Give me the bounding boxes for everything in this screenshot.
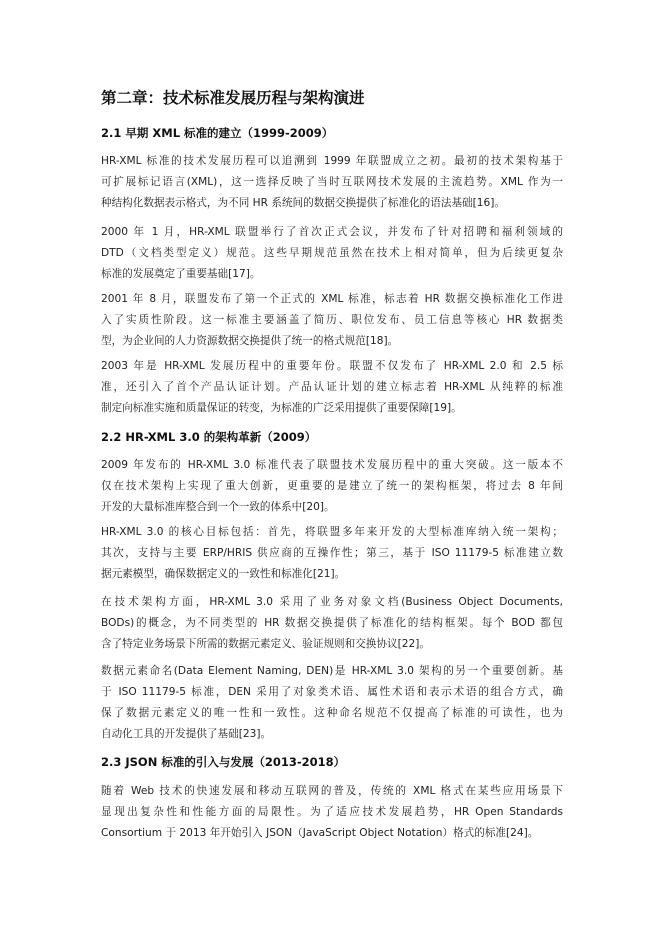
paragraph-line: 准，还引入了首个产品认证计划。产品认证计划的建立标志着 HR-XML 从纯粹的标准 [101, 381, 563, 393]
body-paragraph [101, 455, 563, 518]
body-paragraph [101, 522, 563, 585]
paragraph-line: 入了实质性阶段。这一标准主要涵盖了简历、职位发布、员工信息等核心 HR 数据类 [101, 314, 563, 326]
paragraph-line: 含了特定业务场景下所需的数据元素定义、验证规则和交换协议[22]。 [101, 638, 430, 650]
body-paragraph [101, 781, 563, 844]
paragraph-line: 制定向标准实施和质量保证的转变，为标准的广泛采用提供了重要保障[19]。 [101, 402, 462, 414]
paragraph-line: 2000 年 1 月，HR-XML 联盟举行了首次正式会议，并发布了针对招聘和福利领域的 [101, 226, 563, 238]
paragraph-line: 开发的大量标准库整合到一个一致的体系中[20]。 [101, 501, 335, 513]
paragraph-line: 在技术架构方面，HR-XML 3.0 采用了业务对象文档(Business Object Documents, [101, 596, 563, 608]
paragraph-line: HR-XML 3.0 的核心目标包括：首先，将联盟多年来开发的大型标准库纳入统一架构； [101, 526, 563, 538]
paragraph-line: 保了数据元素定义的唯一性和一致性。这种命名规范不仅提高了标准的可读性，也为 [101, 707, 563, 719]
paragraph-line: 于 ISO 11179-5 标准，DEN 采用了对象类术语、属性术语和表示术语的组合方式，确 [101, 686, 563, 698]
body-paragraph [101, 592, 563, 655]
paragraph-line: 种结构化数据表示格式，为不同 HR 系统间的数据交换提供了标准化的语法基础[16]。 [101, 197, 505, 209]
paragraph-line: 显现出复杂性和性能方面的局限性。为了适应技术发展趋势，HR Open Standards [101, 806, 563, 818]
paragraph-line: 型，为企业间的人力资源数据交换提供了统一的格式规范[18]。 [101, 335, 399, 347]
paragraph-line: 2003 年是 HR-XML 发展历程中的重要年份。联盟不仅发布了 HR-XML 2.0 和 2.5 标 [101, 360, 563, 372]
body-paragraph [101, 356, 563, 419]
paragraph-line: 其次，支持与主要 ERP/HRIS 供应商的互操作性；第三，基于 ISO 11179-5 标准建立数 [101, 547, 563, 559]
paragraph-line: 标准的发展奠定了重要基础[17]。 [101, 268, 261, 280]
paragraph-line: Consortium 于 2013 年开始引入 JSON（JavaScript Object Notation）格式的标准[24]。 [101, 827, 539, 839]
section-heading: 2.3 JSON 标准的引入与发展（2013-2018） [101, 755, 346, 769]
paragraph-line: 仅在技术架构上实现了重大创新，更重要的是建立了统一的架构框架，将过去 8 年间 [101, 480, 563, 492]
chapter-title: 第二章：技术标准发展历程与架构演进 [101, 89, 365, 107]
paragraph-line: 2001 年 8 月，联盟发布了第一个正式的 XML 标准，标志着 HR 数据交换标准化工作进 [101, 293, 563, 305]
paragraph-line: 可扩展标记语言(XML)，这一选择反映了当时互联网技术发展的主流趋势。XML 作为一 [101, 176, 563, 188]
body-paragraph [101, 661, 563, 745]
paragraph-line: 2009 年发布的 HR-XML 3.0 标准代表了联盟技术发展历程中的重大突破。这一版本不 [101, 459, 563, 471]
body-paragraph [101, 222, 563, 285]
section-heading: 2.1 早期 XML 标准的建立（1999-2009） [101, 126, 334, 140]
section-heading: 2.2 HR-XML 3.0 的架构革新（2009） [101, 430, 317, 444]
body-paragraph [101, 151, 563, 214]
body-paragraph [101, 289, 563, 352]
paragraph-line: HR-XML 标准的技术发展历程可以追溯到 1999 年联盟成立之初。最初的技术架构基于 [101, 155, 563, 167]
paragraph-line: BODs)的概念，为不同类型的 HR 数据交换提供了标准化的结构框架。每个 BOD 都包 [101, 617, 563, 629]
paragraph-line: DTD（文档类型定义）规范。这些早期规范虽然在技术上相对简单，但为后续更复杂 [101, 247, 563, 259]
paragraph-line: 自动化工具的开发提供了基础[23]。 [101, 728, 272, 740]
paragraph-line: 数据元素命名(Data Element Naming, DEN)是 HR-XML 3.0 架构的另一个重要创新。基 [101, 665, 563, 677]
paragraph-line: 据元素模型，确保数据定义的一致性和标准化[21]。 [101, 568, 346, 580]
paragraph-line: 随着 Web 技术的快速发展和移动互联网的普及，传统的 XML 格式在某些应用场景下 [101, 785, 563, 797]
